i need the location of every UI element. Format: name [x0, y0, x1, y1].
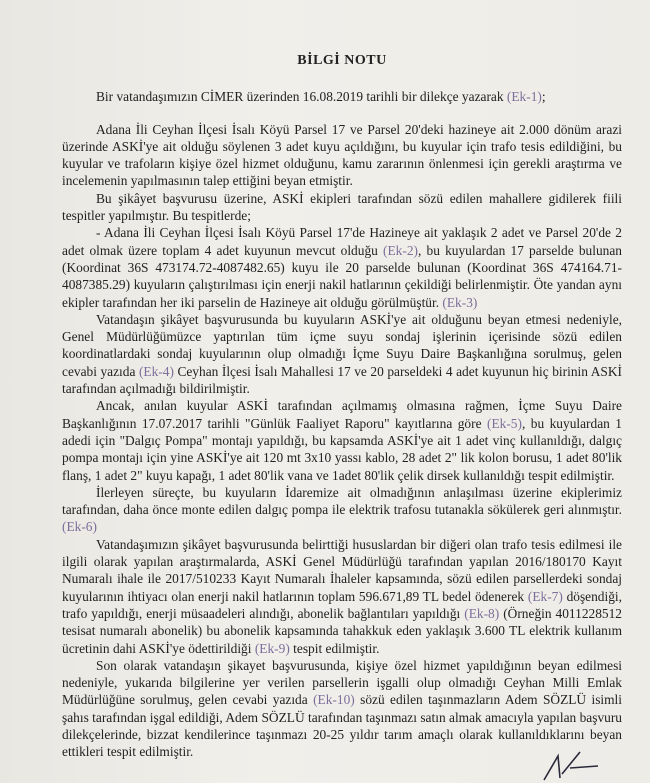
p8-text-a: Son olarak vatandaşın şikayet başvurusunda, kişiye özel hizmet yapıldığının beyan edilmesi nedeniyle, yukarıda bilgilerine yer verilen parsellerin işgalli olup olmadığı Ceyhan Milli Emlak Müdürlüğüne sorulmuş, gelen cevabi yazıda — [62, 657, 622, 708]
annex-ref-5: (Ek-5) — [487, 415, 522, 431]
p8-text-b: sözü edilen taşınmazların Adem SÖZLÜ isimli şahıs tarafından işgal edildiği, Adem SÖZLÜ tarafından taşınmazı satın almak amacıyla yapılan başvuru dilekçelerinde, bizzat kendilerince taşınmazı 20-25 yıldır tarım amaçlı olarak kullanıldıklarını beyan ettikleri tespit edilmiştir. — [62, 692, 622, 760]
annex-ref-1: (Ek-1) — [506, 89, 542, 105]
annex-ref-4: (Ek-4) — [138, 363, 174, 379]
p5-text-a: Ancak, anılan kuyular ASKİ tarafından açılmamış olmasına rağmen, İçme Suyu Daire Başkanlığının 17.07.2017 tarihli "Günlük Faaliyet Raporu" kayıtlarına göre — [62, 398, 622, 431]
annex-ref-2: (Ek-2) — [383, 242, 418, 258]
p7-text-c: (Örneğin 4011228512 tesisat numaralı abonelik) bu abonelik kapsamında tahakkuk eden yaklaşık 3.600 TL elektrik kullanım ücretinin dahi ASKİ'ye ödettirildiği — [62, 605, 622, 656]
annex-ref-10: (Ek-10) — [313, 692, 355, 708]
paragraph-3 — [62, 224, 622, 310]
annex-ref-7: (Ek-7) — [527, 588, 563, 604]
p5-text-b: , bu kuyulardan 1 adedi için "Dalgıç Pompa" montajı yapıldığı, bu kapsamda ASKİ'ye ait 1 adet vinç kullanıldığı, dalgıç pompa montajı için yine ASKİ'ye ait 120 mt 3x10 yassı kablo, 28 adet 2" lik kolon borusu, 1 adet 80'lik flanş, 1 adet 2" kuyu kapağı, 1 adet 80'lik vana ve 1adet 80'lik çelik dirsek kullanıldığı tespit edilmiştir. — [62, 415, 622, 483]
intro-paragraph — [62, 88, 622, 105]
annex-ref-6: (Ek-6) — [62, 519, 97, 535]
annex-ref-3: (Ek-3) — [442, 294, 478, 310]
p4-text-a: Vatandaşın şikâyet başvurusunda bu kuyuların ASKİ'ye ait olduğunu beyan etmesi nedeniyle, Genel Müdürlüğümüzce yaptırılan tüm içme suyu sondaj işlerinin içerisinde sözü edilen koordinatlardaki sondaj kuyularının olup olmadığı İçme Suyu Daire Başkanlığına sorulmuş, gelen cevabi yazıda — [62, 311, 622, 379]
paragraph-6 — [62, 484, 622, 536]
signature-icon — [540, 748, 600, 783]
paragraph-2: Bu şikâyet başvurusu üzerine, ASKİ ekipleri tarafından sözü edilen mahallere gidilerek fiili tespitler yapılmıştır. Bu tespitlerde; — [62, 190, 622, 224]
p3-text-b: , bu kuyulardan 17 parselde bulunan (Koordinat 36S 473174.72-4087482.65) kuyu ile 20 parselde bulunan (Koordinat 36S 474164.71-4087385.29) kuyuların çalıştırılması için enerji nakil hatlarının çekildiği belirlenmiştir. Öte yandan aynı ekipler tarafından her iki parselin de Hazineye ait olduğu görülmüştür. — [62, 242, 622, 310]
annex-ref-9: (Ek-9) — [254, 640, 290, 656]
paragraph-7 — [62, 536, 622, 657]
p4-text-b: Ceyhan İlçesi İsalı Mahallesi 17 ve 20 parseldeki 4 adet kuyunun hiç birinin ASKİ tarafından açılmadığı bildirilmiştir. — [62, 363, 622, 397]
paragraph-4 — [62, 311, 622, 397]
paragraph-1: Adana İli Ceyhan İlçesi İsalı Köyü Parsel 17 ve Parsel 20'deki hazineye ait 2.000 dönüm arazi üzerinde ASKİ'ye ait olduğu söylenen 3 adet kuyu açıldığını, bu kuyular için trafo tesis edildiğini, bu kuyular ve trafoların kişiye özel hizmet olduğunu, kamu zararının önlenmesi için gerekli araştırma ve incelemenin yapılmasının talep ettiğini beyan etmiştir. — [62, 121, 622, 189]
paragraph-5 — [62, 397, 622, 483]
intro-end: ; — [541, 89, 546, 105]
p7-text-a: Vatandaşımızın şikâyet başvurusunda belirttiği hususlardan bir diğeri olan trafo tesis edilmesi ile ilgili olarak yapılan araştırmalarda, ASKİ Genel Müdürlüğü tarafından yapılan 2016/180170 Kayıt Numaralı ihale ile 2017/510233 Kayıt Numaralı İhaleler kapsamında, sözü edilen parsellerdeki sondaj kuyularının ihtiyacı olan enerji nakil hatlarının toplam 596.671,89 TL bedel ödenerek — [62, 536, 622, 604]
p7-text-d: tespit edilmiştir. — [293, 640, 380, 656]
annex-ref-8: (Ek-8) — [464, 605, 500, 621]
p7-text-b: döşendiği, trafo yapıldığı, enerji müsaadeleri alındığı, abonelik bağlantıları yapıldığı — [62, 588, 622, 621]
p3-text-a: - Adana İli Ceyhan İlçesi İsalı Köyü Parsel 17'de Hazineye ait yaklaşık 2 adet ve Parsel 20'de 2 adet olmak üzere toplam 4 adet kuyunun mevcut olduğu — [62, 225, 622, 258]
p6-text-a: İlerleyen süreçte, bu kuyuların İdaremize ait olmadığının anlaşılması üzerine ekiplerimiz tarafından, daha önce monte edilen dalgıç pompa ile elektrik trafosu tutanakla sökülerek geri alınmıştır. — [62, 484, 622, 518]
paragraph-8 — [62, 657, 622, 761]
intro-text: Bir vatandaşımızın CİMER üzerinden 16.08.2019 tarihli bir dilekçe yazarak — [96, 89, 504, 105]
document-title: BİLGİ NOTU — [297, 53, 387, 68]
document-body — [62, 52, 622, 761]
